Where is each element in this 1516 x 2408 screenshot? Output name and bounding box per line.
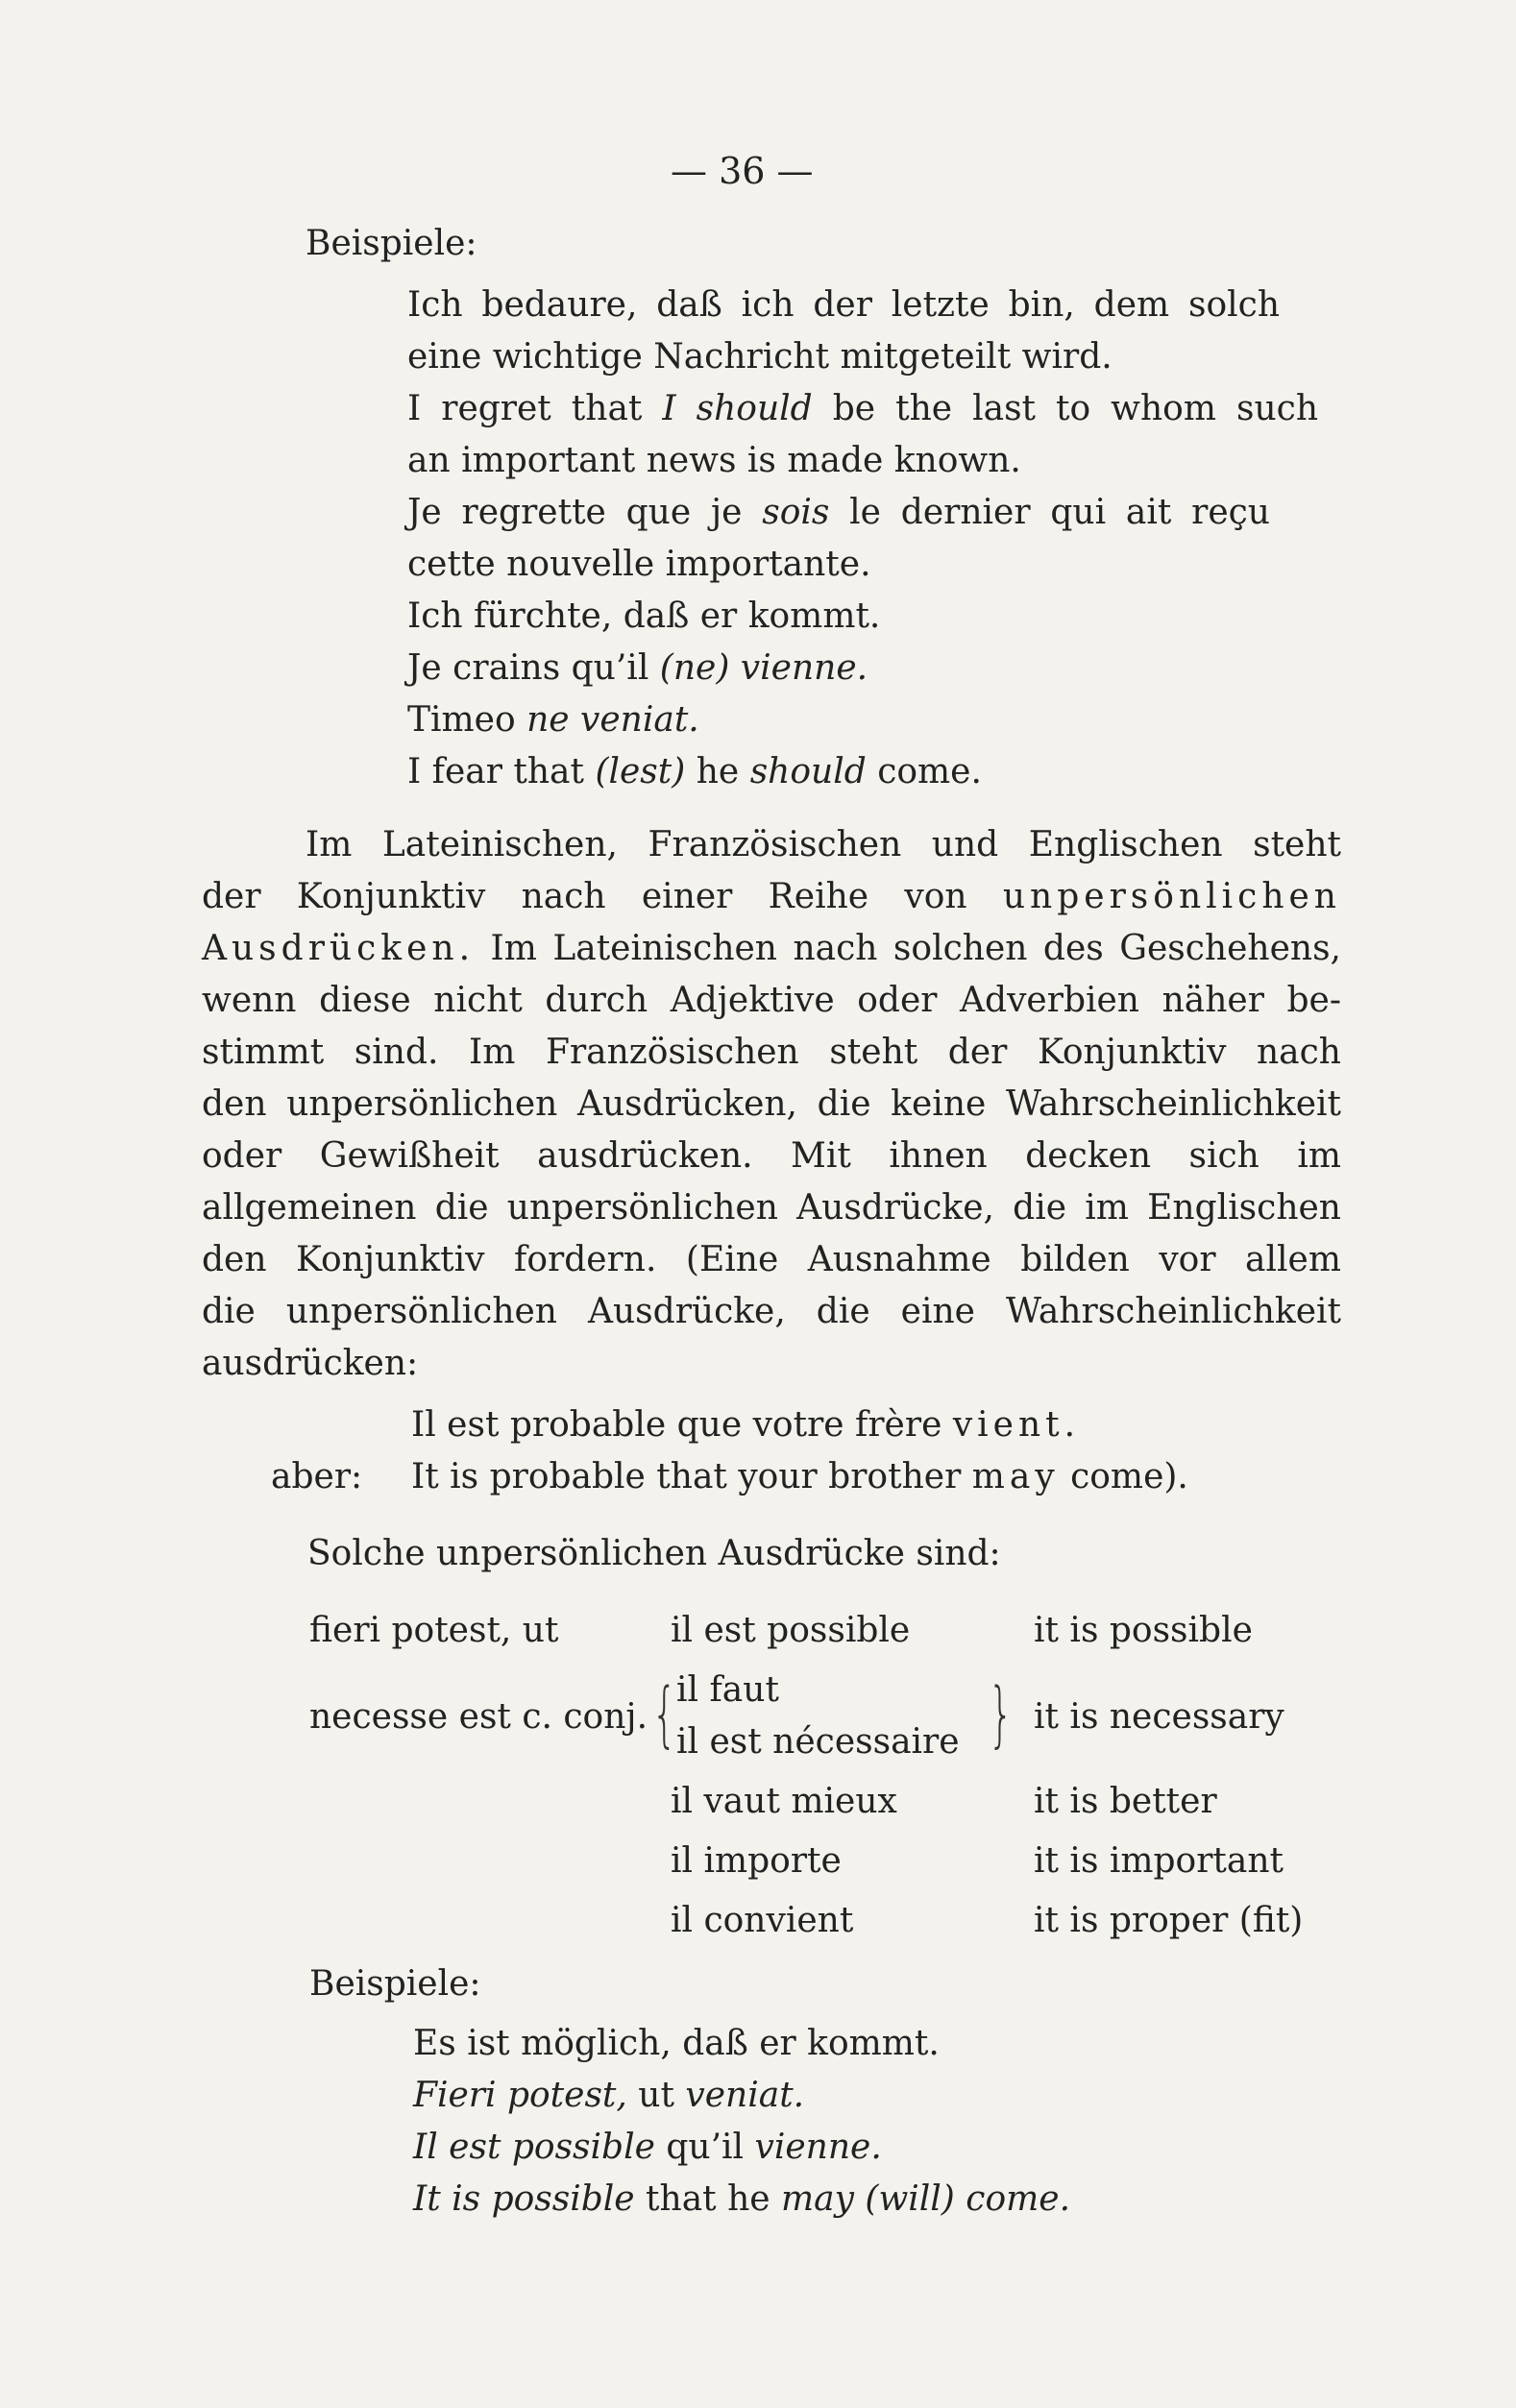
example-line: Ich bedaure, daß ich der letzte bin, dem solch (407, 285, 1280, 325)
table-cell-english: it is possible (1034, 1611, 1253, 1650)
example-line: It is possible that he may (will) come. (413, 2179, 1071, 2219)
paragraph-line: die unpersönlichen Ausdrücke, die eine Wahrscheinlichkeit (202, 1292, 1341, 1331)
example-line: I fear that (lest) he should come. (407, 752, 982, 791)
example-line: Timeo ne veniat. (407, 700, 699, 740)
example-line: Il est probable que votre frère vient. (411, 1405, 1081, 1445)
paragraph-line: wenn diese nicht durch Adjektive oder Adverbien näher be- (202, 981, 1341, 1020)
example-line: Il est possible qu’il vienne. (413, 2128, 882, 2167)
table-cell-english: it is important (1034, 1841, 1284, 1881)
example-line: an important news is made known. (407, 441, 1021, 480)
paragraph-line: der Konjunktiv nach einer Reihe von unpersönlichen (202, 877, 1341, 916)
example-line: It is probable that your brother may come). (411, 1457, 1188, 1496)
table-cell-english: it is proper (fit) (1034, 1901, 1304, 1940)
paragraph-line: Im Lateinischen, Französischen und Englischen steht (306, 825, 1341, 864)
table-cell-french: il importe (671, 1841, 842, 1881)
example-line: I regret that I should be the last to whom such (407, 389, 1319, 428)
example-line: eine wichtige Nachricht mitgeteilt wird. (407, 337, 1113, 377)
table-cell-french: il est possible (671, 1611, 911, 1650)
table-cell-french: il faut (676, 1670, 779, 1710)
example-line: Fieri potest, ut veniat. (413, 2076, 805, 2115)
paragraph-line: den Konjunktiv fordern. (Eine Ausnahme bilden vor allem (202, 1240, 1341, 1279)
table-cell-english: it is better (1034, 1782, 1217, 1821)
example-line: Je regrette que je sois le dernier qui ait reçu (407, 493, 1270, 532)
example-line: cette nouvelle importante. (407, 545, 871, 584)
table-cell-french: il vaut mieux (671, 1782, 897, 1821)
paragraph-line: ausdrücken: (202, 1344, 419, 1383)
paragraph-line: oder Gewißheit ausdrücken. Mit ihnen decken sich im (202, 1136, 1341, 1176)
page-number: — 36 — (671, 150, 814, 192)
example-line: Es ist möglich, daß er kommt. (413, 2024, 940, 2063)
paragraph-line: stimmt sind. Im Französischen steht der Konjunktiv nach (202, 1033, 1341, 1072)
table-cell-latin: fieri potest, ut (309, 1611, 559, 1650)
paragraph-line: den unpersönlichen Ausdrücken, die keine Wahrscheinlichkeit (202, 1084, 1341, 1124)
table-heading: Solche unpersönlichen Ausdrücke sind: (307, 1534, 1001, 1573)
table-cell-french: il convient (671, 1901, 854, 1940)
table-cell-latin: necesse est c. conj. (309, 1697, 648, 1737)
paragraph-line: Ausdrücken. Im Lateinischen nach solchen des Geschehens, (202, 929, 1341, 968)
examples-heading: Beispiele: (309, 1964, 481, 2004)
right-brace: } (988, 1673, 1014, 1756)
table-cell-english: it is necessary (1034, 1697, 1284, 1737)
aber-label: aber: (271, 1457, 363, 1496)
example-line: Je crains qu’il (ne) vienne. (407, 648, 868, 688)
table-cell-french: il est nécessaire (676, 1722, 960, 1762)
paragraph-line: allgemeinen die unpersönlichen Ausdrücke, die im Englischen (202, 1188, 1341, 1228)
examples-heading: Beispiele: (306, 224, 477, 263)
example-line: Ich fürchte, daß er kommt. (407, 596, 881, 636)
left-brace: { (651, 1673, 677, 1756)
